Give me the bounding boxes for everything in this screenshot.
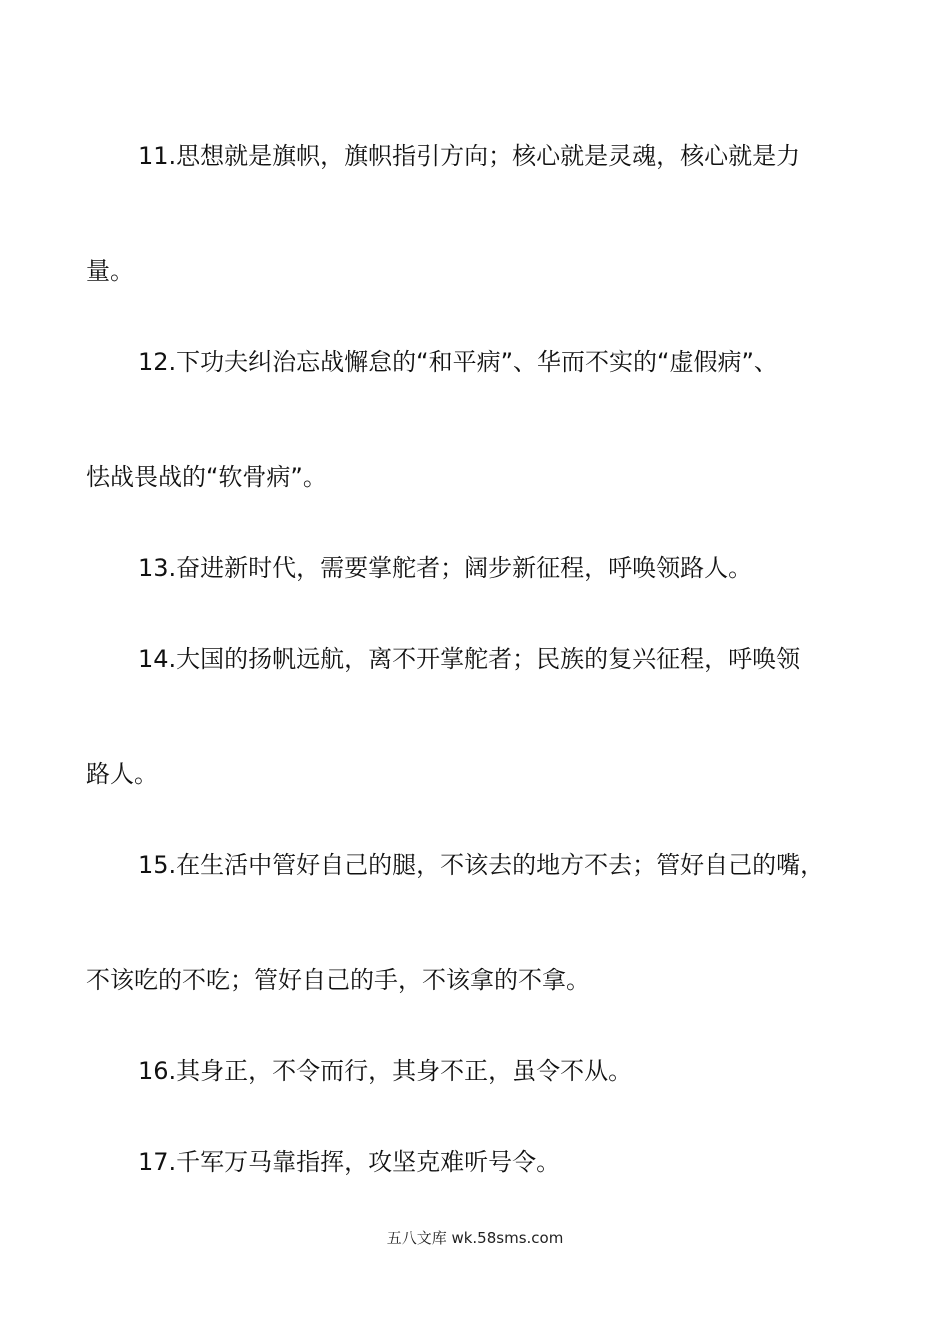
paragraph-16-line-1: 16.其身正，不令而行，其身不正，虽令不从。 [138,1057,633,1085]
paragraph-12-line-2: 怯战畏战的“软骨病”。 [86,463,327,491]
paragraph-17-line-1: 17.千军万马靠指挥，攻坚克难听号令。 [138,1148,561,1176]
paragraph-15-line-2: 不该吃的不吃；管好自己的手，不该拿的不拿。 [86,966,590,994]
paragraph-12-line-1: 12.下功夫纠治忘战懈怠的“和平病”、华而不实的“虚假病”、 [138,348,778,376]
paragraph-11-line-2: 量。 [86,257,134,285]
paragraph-14-line-1: 14.大国的扬帆远航，离不开掌舵者；民族的复兴征程，呼唤领 [138,645,801,673]
paragraph-11-line-1: 11.思想就是旗帜，旗帜指引方向；核心就是灵魂，核心就是力 [138,142,801,170]
paragraph-14-line-2: 路人。 [86,760,158,788]
paragraph-15-line-1: 15.在生活中管好自己的腿，不该去的地方不去；管好自己的嘴， [138,851,825,879]
paragraph-13-line-1: 13.奋进新时代，需要掌舵者；阔步新征程，呼唤领路人。 [138,554,753,582]
footer-watermark: 五八文库 wk.58sms.com [386,1229,564,1247]
